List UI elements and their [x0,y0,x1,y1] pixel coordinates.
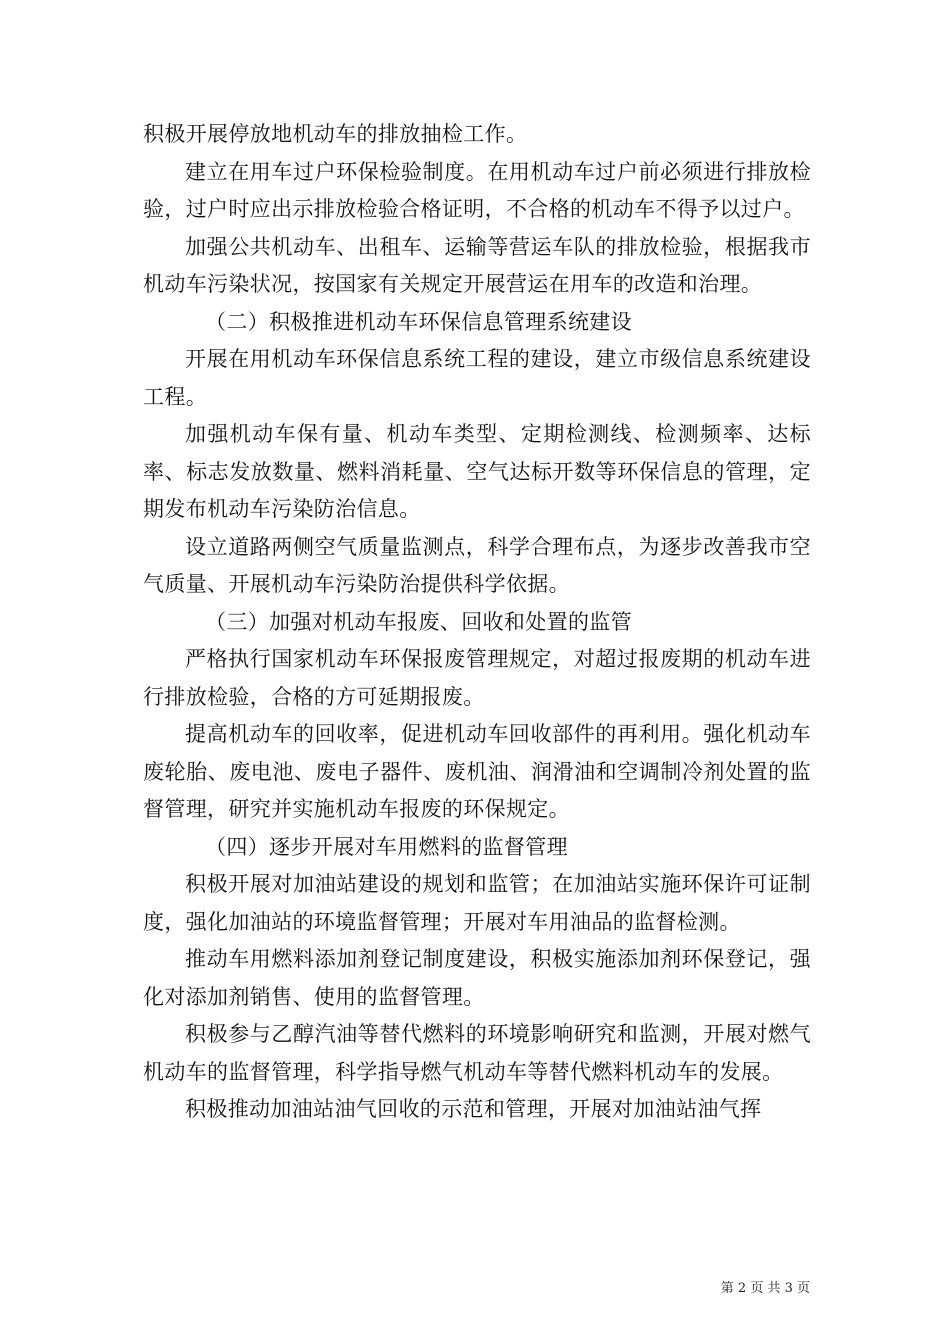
paragraph-alternative-fuel: 积极参与乙醇汽油等替代燃料的环境影响研究和监测，开展对燃气机动车的监督管理，科学指导燃气机动车等替代燃料机动车的发展。 [143,1022,811,1084]
section-heading-2: （二）积极推进机动车环保信息管理系统建设 [205,309,632,334]
paragraph-fleet-inspection: 加强公共机动车、出租车、运输等营运车队的排放检验，根据我市机动车污染状况，按国家有关规定开展营运在用车的改造和治理。 [143,234,811,296]
paragraph-air-monitoring: 设立道路两侧空气质量监测点，科学合理布点，为逐步改善我市空气质量、开展机动车污染防治提供科学依据。 [143,534,811,596]
paragraph-vapor-recovery: 积极推动加油站油气回收的示范和管理，开展对加油站油气挥 [185,1097,762,1121]
paragraph-info-system: 开展在用机动车环保信息系统工程的建设，建立市级信息系统建设工程。 [143,347,811,409]
paragraph-fuel-additive: 推动车用燃料添加剂登记制度建设，积极实施添加剂环保登记，强化对添加剂销售、使用的监督管理。 [143,947,811,1009]
document-body [143,116,811,1129]
page-number-footer: 第 2 页 共 3 页 [720,1281,810,1296]
paragraph-transfer-inspection: 建立在用车过户环保检验制度。在用机动车过户前必须进行排放检验，过户时应出示排放检验合格证明，不合格的机动车不得予以过户。 [143,159,811,221]
section-heading-4: （四）逐步开展对车用燃料的监督管理 [205,834,568,859]
paragraph-info-management: 加强机动车保有量、机动车类型、定期检测线、检测频率、达标率、标志发放数量、燃料消耗量、空气达标开数等环保信息的管理，定期发布机动车污染防治信息。 [143,422,811,521]
paragraph-scrap-rules: 严格执行国家机动车环保报废管理规定，对超过报废期的机动车进行排放检验，合格的方可延期报废。 [143,647,811,709]
paragraph-gas-station: 积极开展对加油站建设的规划和监管；在加油站实施环保许可证制度，强化加油站的环境监督管理；开展对车用油品的监督检测。 [143,872,811,934]
section-heading-3: （三）加强对机动车报废、回收和处置的监管 [205,609,632,634]
paragraph-recycling: 提高机动车的回收率，促进机动车回收部件的再利用。强化机动车废轮胎、废电池、废电子器件、废机油、润滑油和空调制冷剂处置的监督管理，研究并实施机动车报废的环保规定。 [143,722,811,821]
paragraph-continuation: 积极开展停放地机动车的排放抽检工作。 [143,122,528,146]
